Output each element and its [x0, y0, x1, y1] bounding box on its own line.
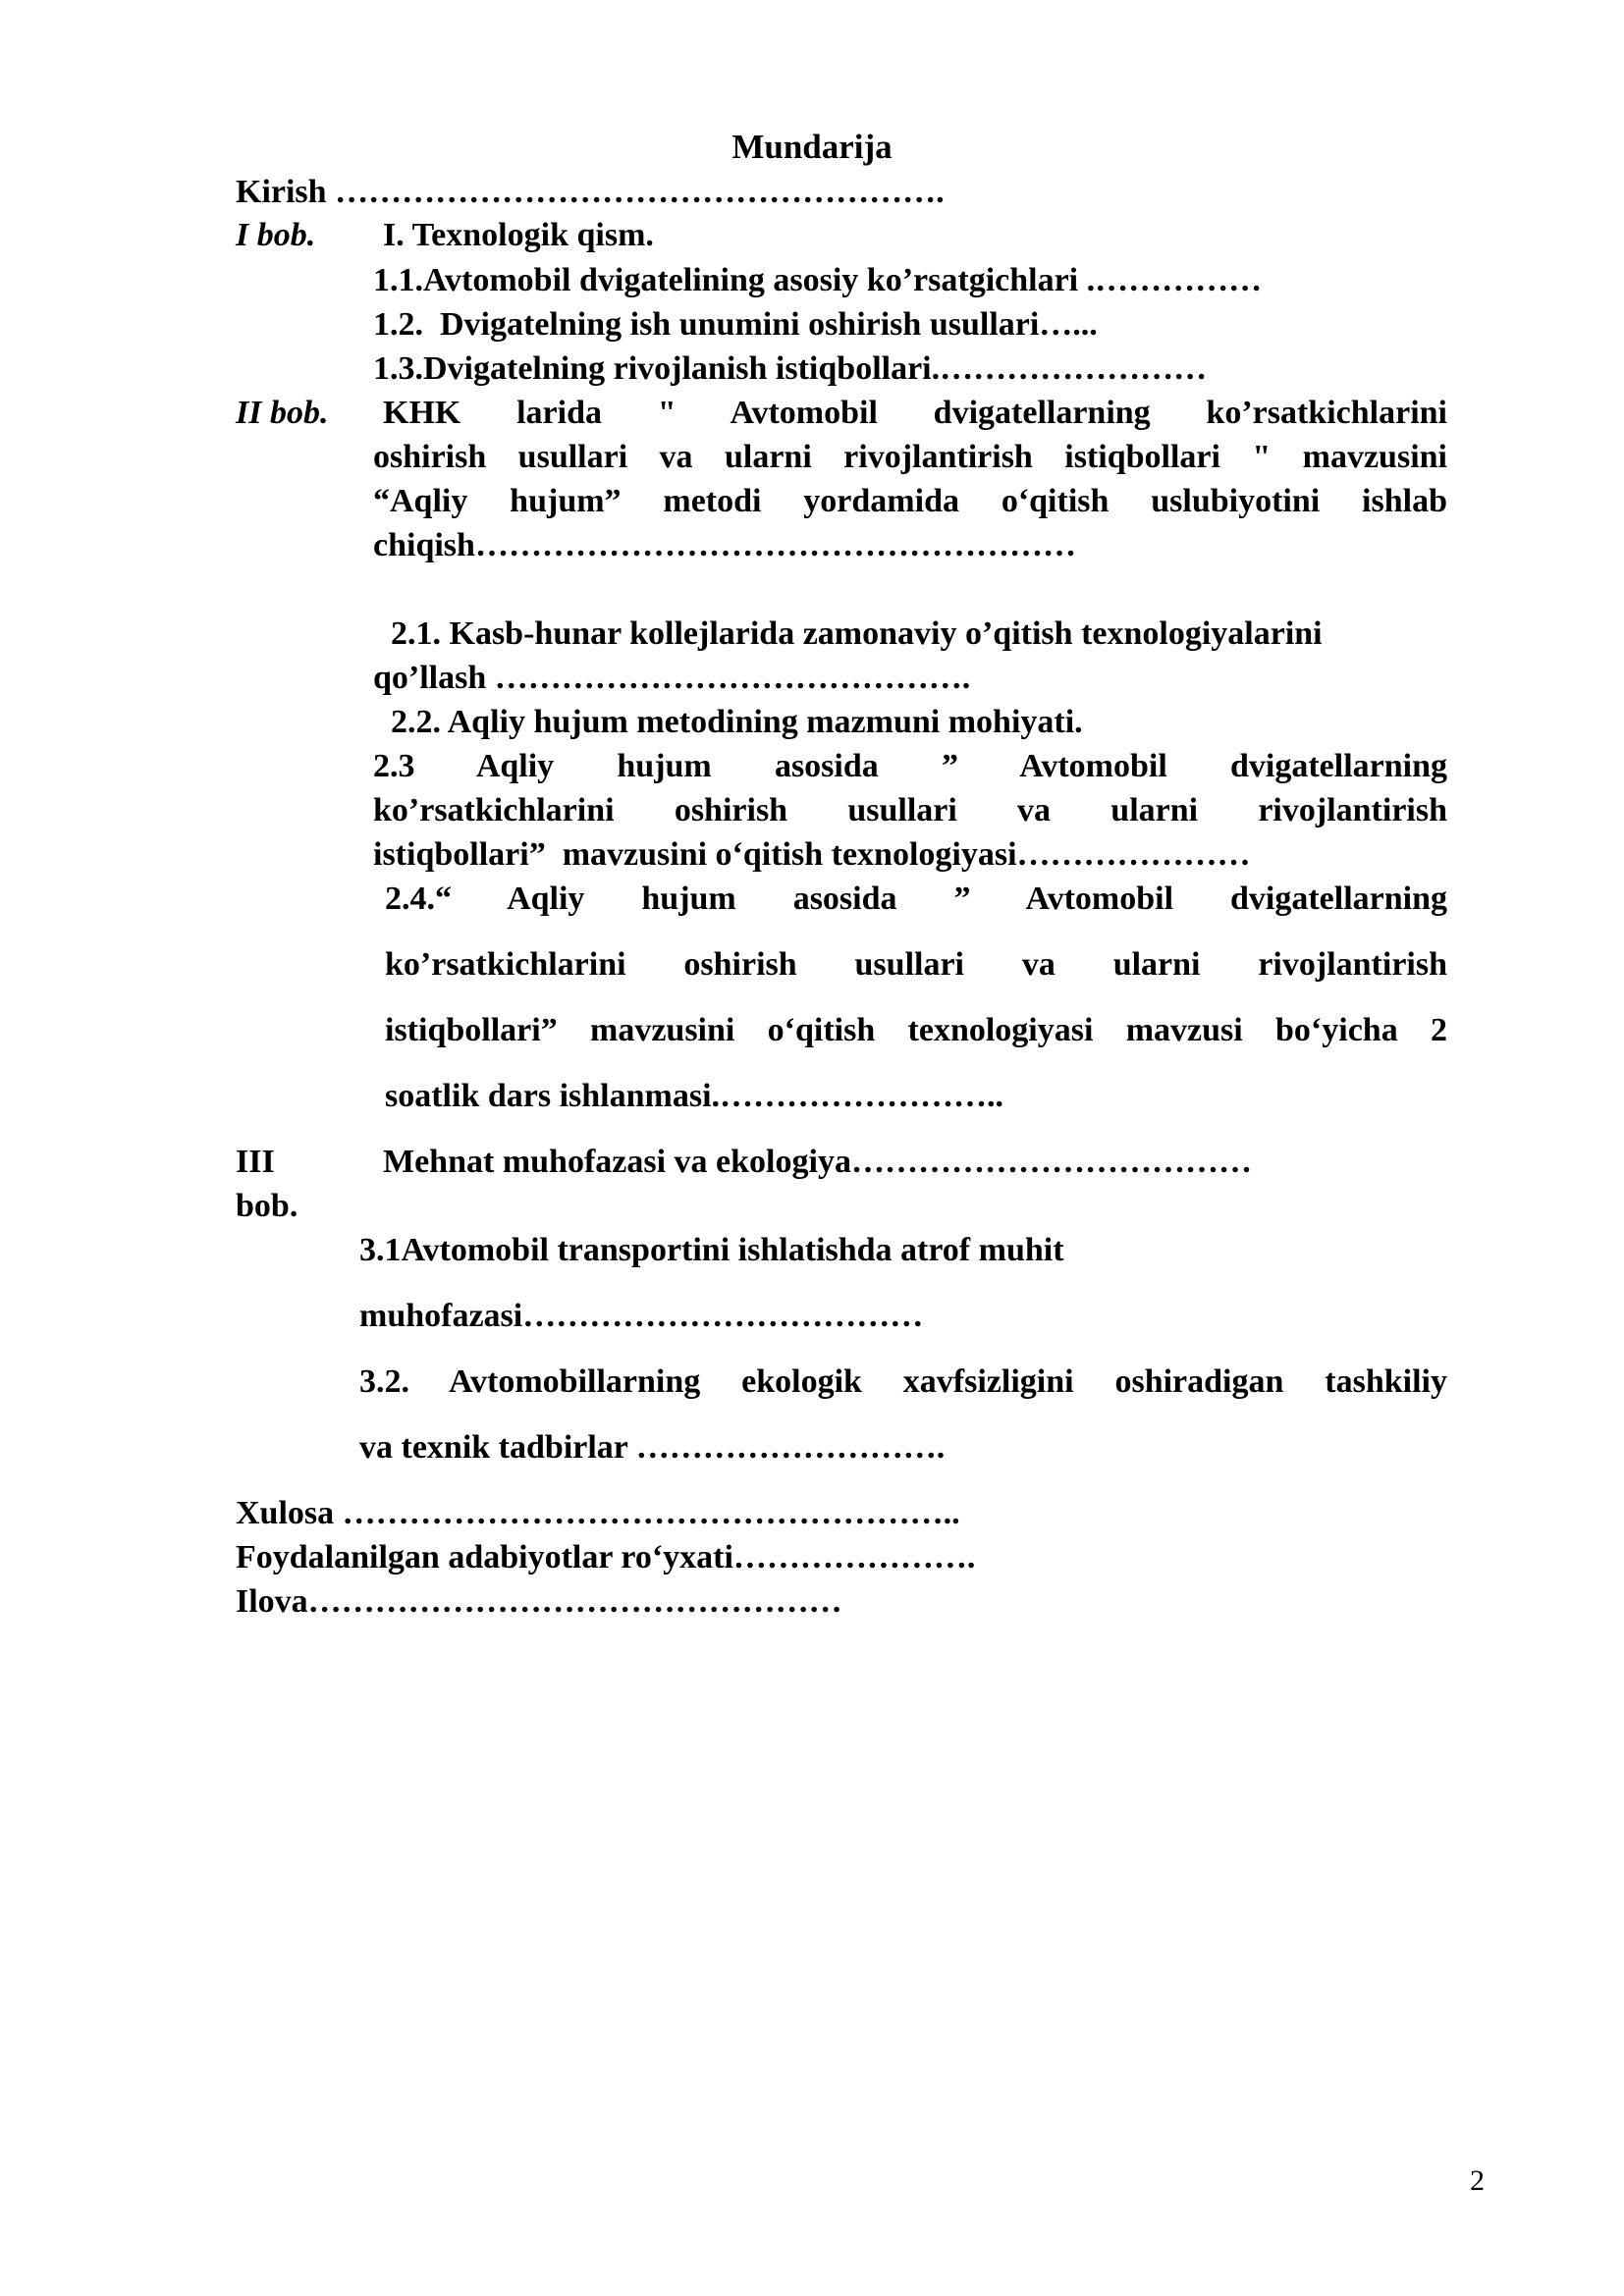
chapter-2-heading-line-3: “Aqliy hujum” metodi yordamida o‘qitish uslubiyotini ishlab	[373, 483, 1447, 519]
page-number: 2	[1470, 2164, 1485, 2197]
toc-entry-adabiyotlar: Foydalanilgan adabiyotlar ro‘yxati………………….	[236, 1539, 976, 1575]
toc-entry-3-2-line-2: va texnik tadbirlar ……………………….	[359, 1429, 946, 1466]
toc-entry-2-4-line-1: 2.4.“ Aqliy hujum asosida ” Avtomobil dvigatellarning	[385, 881, 1447, 917]
toc-entry-2-4-line-2: ko’rsatkichlarini oshirish usullari va ularni rivojlantirish	[385, 946, 1447, 983]
toc-entry-1-1: 1.1.Avtomobil dvigatelining asosiy ko’rsatgichlari .……………	[373, 262, 1263, 298]
chapter-1-heading: I. Texnologik qism.	[383, 217, 654, 253]
chapter-3-label-line-2: bob.	[236, 1188, 298, 1224]
toc-entry-2-1-line-2: qo’llash …………………………………….	[373, 660, 971, 696]
toc-entry-3-2-line-1: 3.2. Avtomobillarning ekologik xavfsizligini oshiradigan tashkiliy	[359, 1363, 1447, 1400]
chapter-2-label: II bob.	[236, 395, 329, 431]
chapter-1-label: I bob.	[236, 217, 316, 253]
toc-entry-2-3-line-3: istiqbollari” mavzusini o‘qitish texnologiyasi…………………	[373, 836, 1251, 873]
chapter-3-heading: Mehnat muhofazasi va ekologiya………………………………	[383, 1144, 1252, 1180]
toc-entry-2-3-line-2: ko’rsatkichlarini oshirish usullari va ularni rivojlantirish	[373, 792, 1447, 828]
chapter-3-label-line-1: III	[236, 1144, 275, 1180]
toc-title: Mundarija	[731, 128, 893, 166]
toc-entry-2-1-line-1: 2.1. Kasb-hunar kollejlarida zamonaviy o’qitish texnologiyalarini	[391, 615, 1323, 652]
toc-entry-2-2: 2.2. Aqliy hujum metodining mazmuni mohiyati.	[391, 704, 1083, 740]
toc-entry-3-1-line-2: muhofazasi………………………………	[359, 1298, 924, 1334]
toc-entry-kirish: Kirish ……………………………………………….	[236, 174, 945, 210]
chapter-2-heading-line-2: oshirish usullari va ularni rivojlantirish istiqbollari " mavzusini	[373, 439, 1447, 475]
toc-entry-3-1-line-1: 3.1Avtomobil transportini ishlatishda atrof muhit	[359, 1232, 1064, 1268]
toc-entry-ilova: Ilova…………………………………………	[236, 1583, 842, 1620]
toc-entry-2-4-line-4: soatlik dars ishlanmasi.……………………..	[385, 1078, 1004, 1114]
toc-entry-1-3: 1.3.Dvigatelning rivojlanish istiqbollari.……………………	[373, 350, 1208, 387]
chapter-2-heading-line-1: KHK larida " Avtomobil dvigatellarning ko’rsatkichlarini	[383, 395, 1447, 431]
toc-entry-1-2: 1.2. Dvigatelning ish unumini oshirish usullari…...	[373, 306, 1098, 343]
chapter-2-heading-line-4: chiqish………………………………………………	[373, 527, 1076, 563]
toc-entry-xulosa: Xulosa ………………………………………………..	[236, 1495, 960, 1531]
toc-entry-2-4-line-3: istiqbollari” mavzusini o‘qitish texnologiyasi mavzusi bo‘yicha 2	[385, 1012, 1447, 1048]
toc-entry-2-3-line-1: 2.3 Aqliy hujum asosida ” Avtomobil dvigatellarning	[373, 748, 1447, 784]
